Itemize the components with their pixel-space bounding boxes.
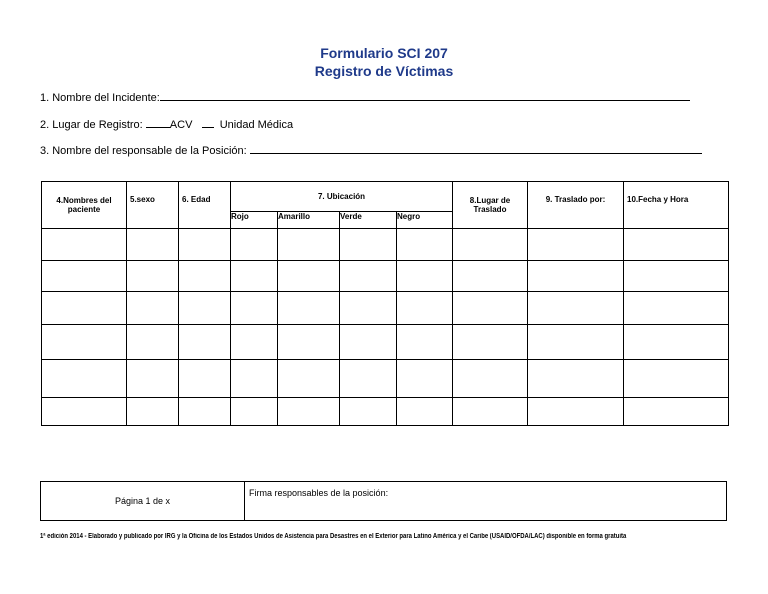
- table-cell[interactable]: [453, 261, 528, 292]
- table-cell[interactable]: [340, 292, 397, 325]
- col-sex-header: 5.sexo: [127, 182, 179, 229]
- form-title: Formulario SCI 207: [320, 45, 448, 61]
- table-cell[interactable]: [528, 398, 624, 426]
- table-cell[interactable]: [453, 398, 528, 426]
- acv-option: ACV: [169, 119, 193, 131]
- col-transfer-place-header: 8.Lugar de Traslado: [453, 182, 528, 229]
- signature-field[interactable]: [245, 482, 726, 520]
- table-cell[interactable]: [231, 360, 278, 398]
- table-cell[interactable]: [397, 360, 453, 398]
- table-cell[interactable]: [127, 360, 179, 398]
- table-cell[interactable]: [278, 325, 340, 360]
- table-cell[interactable]: [127, 229, 179, 261]
- table-row: [42, 360, 729, 398]
- table-cell[interactable]: [340, 229, 397, 261]
- table-cell[interactable]: [397, 261, 453, 292]
- incident-name-label: 1. Nombre del Incidente:: [40, 92, 160, 104]
- table-cell[interactable]: [179, 398, 231, 426]
- table-cell[interactable]: [127, 261, 179, 292]
- responsible-label: 3. Nombre del responsable de la Posición:: [40, 145, 247, 157]
- table-cell[interactable]: [127, 398, 179, 426]
- footer-box: [40, 481, 727, 521]
- table-cell[interactable]: [624, 292, 729, 325]
- responsible-line[interactable]: [250, 143, 702, 154]
- col-location-header: 7. Ubicación: [231, 182, 453, 212]
- table-cell[interactable]: [179, 360, 231, 398]
- incident-name-field: [40, 90, 690, 104]
- registration-place-label: 2. Lugar de Registro:: [40, 119, 146, 131]
- table-cell[interactable]: [231, 229, 278, 261]
- medical-unit-option: Unidad Médica: [219, 119, 294, 131]
- edition-note: 1ª edición 2014 - Elaborado y publicado por IRG y la Oficina de los Estados Unidos de Asistencia para Desastres en el Exterior para Latino América y el Caribe (USAID/OFDA/LAC) disponible en forma gratuita: [40, 533, 627, 540]
- table-cell[interactable]: [624, 261, 729, 292]
- table-cell[interactable]: [340, 325, 397, 360]
- col-transfer-by-header: 9. Traslado por:: [528, 182, 624, 229]
- table-cell[interactable]: [397, 398, 453, 426]
- table-cell[interactable]: [42, 325, 127, 360]
- table-cell[interactable]: [278, 292, 340, 325]
- table-cell[interactable]: [179, 261, 231, 292]
- table-cell[interactable]: [42, 261, 127, 292]
- table-cell[interactable]: [397, 325, 453, 360]
- col-names-header: 4.Nombres del paciente: [42, 182, 127, 229]
- incident-name-line[interactable]: [160, 90, 690, 101]
- table-cell[interactable]: [528, 261, 624, 292]
- table-cell[interactable]: [453, 229, 528, 261]
- table-cell[interactable]: [528, 325, 624, 360]
- table-cell[interactable]: [528, 229, 624, 261]
- table-cell[interactable]: [231, 292, 278, 325]
- table-cell[interactable]: [179, 292, 231, 325]
- col-datetime-header: 10.Fecha y Hora: [624, 182, 729, 229]
- table-row: [42, 398, 729, 426]
- table-cell[interactable]: [624, 325, 729, 360]
- col-age-header: 6. Edad: [179, 182, 231, 229]
- sub-red-header: Rojo: [231, 212, 278, 229]
- table-cell[interactable]: [624, 360, 729, 398]
- table-cell[interactable]: [179, 229, 231, 261]
- table-cell[interactable]: [453, 360, 528, 398]
- form-subtitle: Registro de Víctimas: [314, 63, 454, 79]
- table-cell[interactable]: [453, 325, 528, 360]
- responsible-field: [40, 143, 702, 157]
- table-row: [42, 325, 729, 360]
- table-cell[interactable]: [528, 292, 624, 325]
- signature-label: Firma responsables de la posición:: [249, 488, 389, 498]
- medical-unit-blank[interactable]: [202, 117, 214, 128]
- table-cell[interactable]: [127, 325, 179, 360]
- table-cell[interactable]: [127, 292, 179, 325]
- victims-table: [41, 181, 729, 426]
- registration-place-field: [40, 117, 293, 131]
- table-cell[interactable]: [278, 229, 340, 261]
- acv-blank[interactable]: [146, 117, 170, 128]
- table-cell[interactable]: [624, 398, 729, 426]
- table-cell[interactable]: [278, 360, 340, 398]
- sub-green-header: Verde: [340, 212, 397, 229]
- table-cell[interactable]: [397, 229, 453, 261]
- table-cell[interactable]: [278, 398, 340, 426]
- table-row: [42, 229, 729, 261]
- table-cell[interactable]: [340, 398, 397, 426]
- table-row: [42, 292, 729, 325]
- table-cell[interactable]: [42, 229, 127, 261]
- sub-yellow-header: Amarillo: [278, 212, 340, 229]
- table-cell[interactable]: [231, 398, 278, 426]
- table-cell[interactable]: [528, 360, 624, 398]
- table-cell[interactable]: [42, 398, 127, 426]
- table-cell[interactable]: [453, 292, 528, 325]
- table-row: [42, 261, 729, 292]
- table-cell[interactable]: [397, 292, 453, 325]
- table-cell[interactable]: [278, 261, 340, 292]
- table-cell[interactable]: [624, 229, 729, 261]
- table-cell[interactable]: [42, 360, 127, 398]
- table-cell[interactable]: [42, 292, 127, 325]
- table-cell[interactable]: [179, 325, 231, 360]
- sub-black-header: Negro: [397, 212, 453, 229]
- page-number: Página 1 de x: [41, 482, 245, 520]
- table-cell[interactable]: [340, 261, 397, 292]
- table-cell[interactable]: [340, 360, 397, 398]
- table-cell[interactable]: [231, 325, 278, 360]
- table-cell[interactable]: [231, 261, 278, 292]
